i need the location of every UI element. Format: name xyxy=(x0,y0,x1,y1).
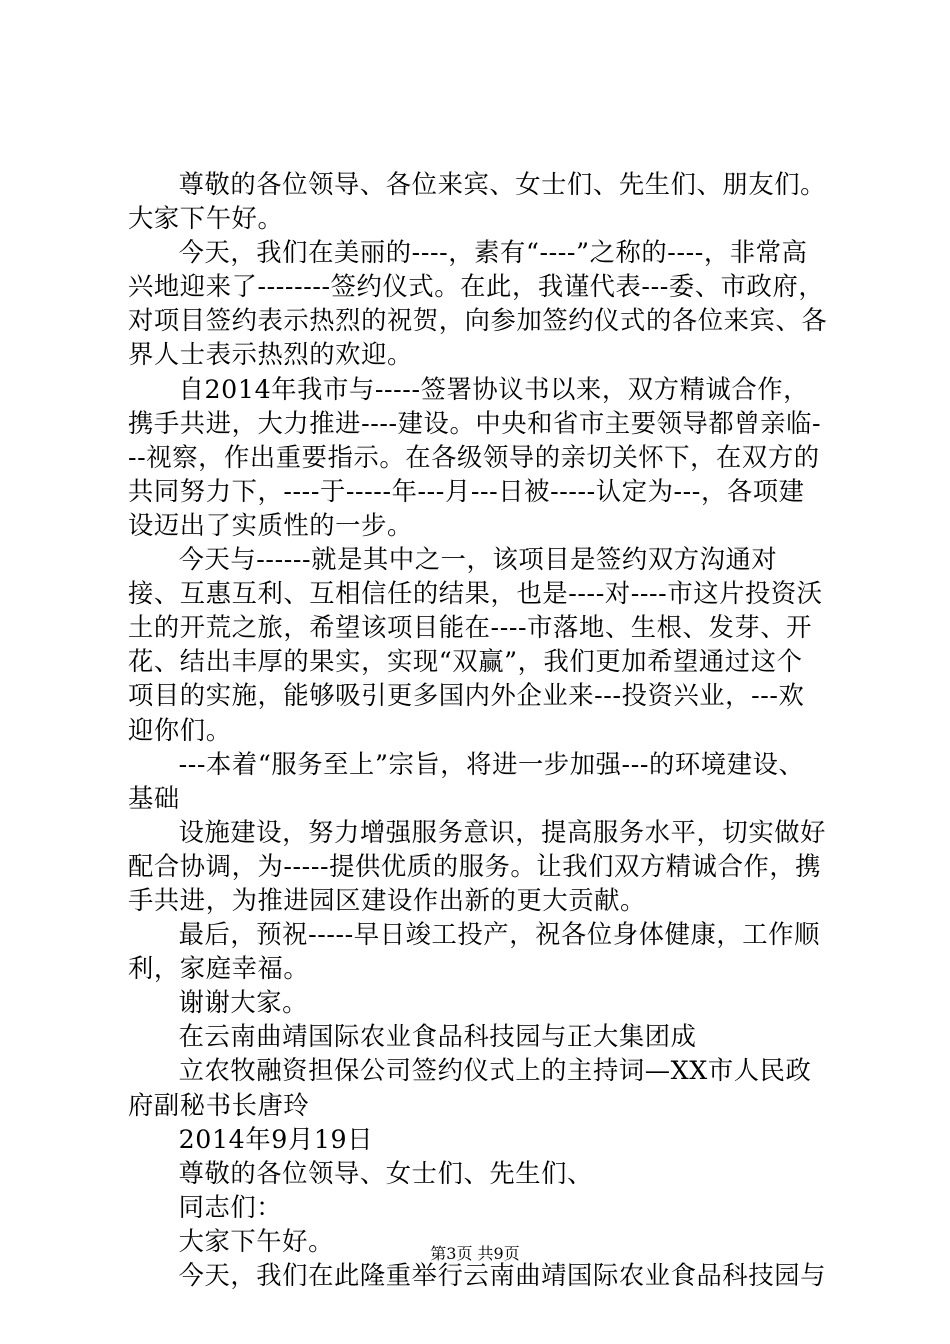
paragraph-ceremony-intro: 今天，我们在此隆重举行云南曲靖国际农业食品科技园与 xyxy=(178,1261,827,1290)
paragraph-section-title-line2: 立农牧融资担保公司签约仪式上的主持词—XX市人民政府副秘书长唐玲 xyxy=(128,1056,812,1120)
paragraph-section-title-line1: 在云南曲靖国际农业食品科技园与正大集团成 xyxy=(178,1022,697,1052)
paragraph-good-afternoon: 大家下午好。 xyxy=(178,1226,334,1256)
paragraph-closing-wishes: 最后，预祝-----早日竣工投产，祝各位身体健康，工作顺利，家庭幸福。 xyxy=(128,920,820,984)
paragraph-date: 2014年9月19日 xyxy=(178,1124,374,1154)
page-number-footer: 第3页 共9页 xyxy=(430,1244,520,1263)
paragraph-salutation-comrades: 同志们： xyxy=(178,1192,283,1222)
paragraph-thanks: 谢谢大家。 xyxy=(178,988,309,1018)
document-body xyxy=(128,168,828,1293)
paragraph-project: 今天与------就是其中之一，该项目是签约双方沟通对接、互惠互利、互相信任的结果，也是----对----市这片投资沃土的开荒之旅，希望该项目能在----市落地、生根、发芽、开花、结出丰厚的果实，实现“双赢”，我们更加希望通过这个项目的实施，能够吸引更多国内外企业来---投资兴业，---欢迎你们。 xyxy=(128,545,823,745)
paragraph-salutation: 尊敬的各位领导、女士们、先生们、 xyxy=(178,1158,593,1188)
paragraph-service-principle: ---本着“服务至上”宗旨，将进一步加强---的环境建设、基础 xyxy=(128,749,805,813)
paragraph-greeting: 尊敬的各位领导、各位来宾、女士们、先生们、朋友们。大家下午好。 xyxy=(128,170,827,234)
paragraph-cooperation: 自2014年我市与-----签署协议书以来，双方精诚合作，携手共进，大力推进----建设。中央和省市主要领导都曾亲临---视察，作出重要指示。在各级领导的亲切关怀下，在双方的共同努力下，----于-----年---月---日被-----认定为---，各项建设迈出了实质性的一步。 xyxy=(128,374,822,540)
paragraph-welcome: 今天，我们在美丽的----，素有“----”之称的----，非常高兴地迎来了--------签约仪式。在此，我谨代表---委、市政府，对项目签约表示热烈的祝贺，向参加签约仪式的各位来宾、各界人士表示热烈的欢迎。 xyxy=(128,238,828,370)
paragraph-infrastructure: 设施建设，努力增强服务意识，提高服务水平，切实做好配合协调，为-----提供优质的服务。让我们双方精诚合作，携手共进，为推进园区建设作出新的更大贡献。 xyxy=(128,817,827,915)
